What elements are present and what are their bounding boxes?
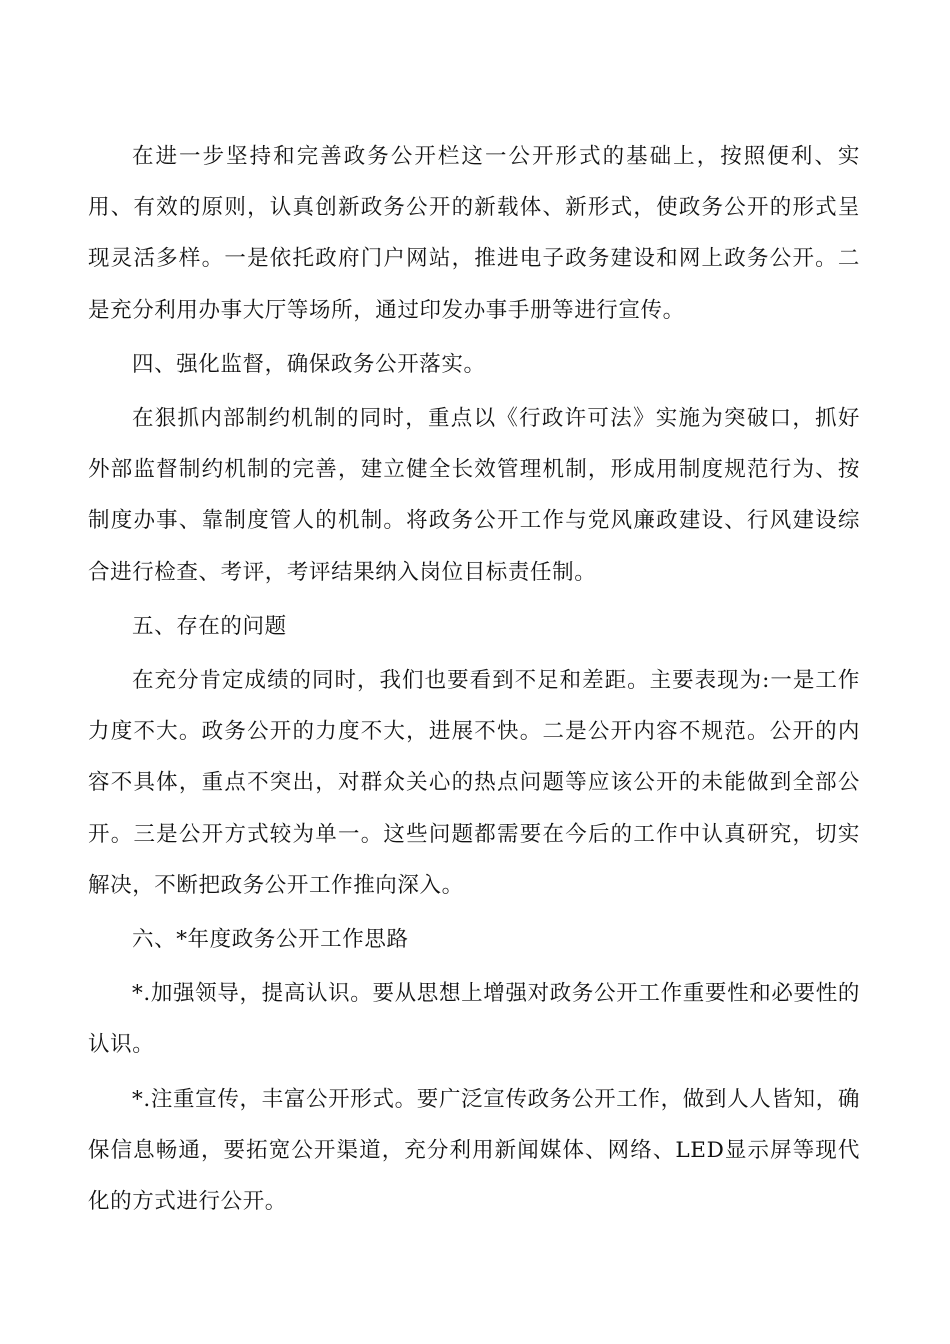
document-body [88,131,860,1230]
paragraph-leadership: *.加强领导，提高认识。要从思想上增强对政务公开工作重要性和必要性的认识。 [88,981,860,1058]
paragraph-open-forms: 在进一步坚持和完善政务公开栏这一公开形式的基础上，按照便利、实用、有效的原则，认真创新政务公开的新载体、新形式，使政务公开的形式呈现灵活多样。一是依托政府门户网站，推进电子政务建设和网上政务公开。二是充分利用办事大厅等场所，通过印发办事手册等进行宣传。 [88,144,860,323]
paragraph-problems: 在充分肯定成绩的同时，我们也要看到不足和差距。主要表现为:一是工作力度不大。政务公开的力度不大，进展不快。二是公开内容不规范。公开的内容不具体，重点不突出，对群众关心的热点问题等应该公开的未能做到全部公开。三是公开方式较为单一。这些问题都需要在今后的工作中认真研究，切实解决，不断把政务公开工作推向深入。 [88,668,860,898]
section-heading-problems: 五、存在的问题 [132,613,287,639]
paragraph-supervision: 在狠抓内部制约机制的同时，重点以《行政许可法》实施为突破口，抓好外部监督制约机制的完善，建立健全长效管理机制，形成用制度规范行为、按制度办事、靠制度管人的机制。将政务公开工作与党风廉政建设、行风建设综合进行检查、考评，考评结果纳入岗位目标责任制。 [88,406,860,585]
section-heading-work-plan: 六、*年度政务公开工作思路 [132,927,409,953]
paragraph-publicity: *.注重宣传，丰富公开形式。要广泛宣传政务公开工作，做到人人皆知，确保信息畅通，要拓宽公开渠道，充分利用新闻媒体、网络、LED显示屏等现代化的方式进行公开。 [88,1086,860,1215]
section-heading-supervision: 四、强化监督，确保政务公开落实。 [132,351,486,377]
